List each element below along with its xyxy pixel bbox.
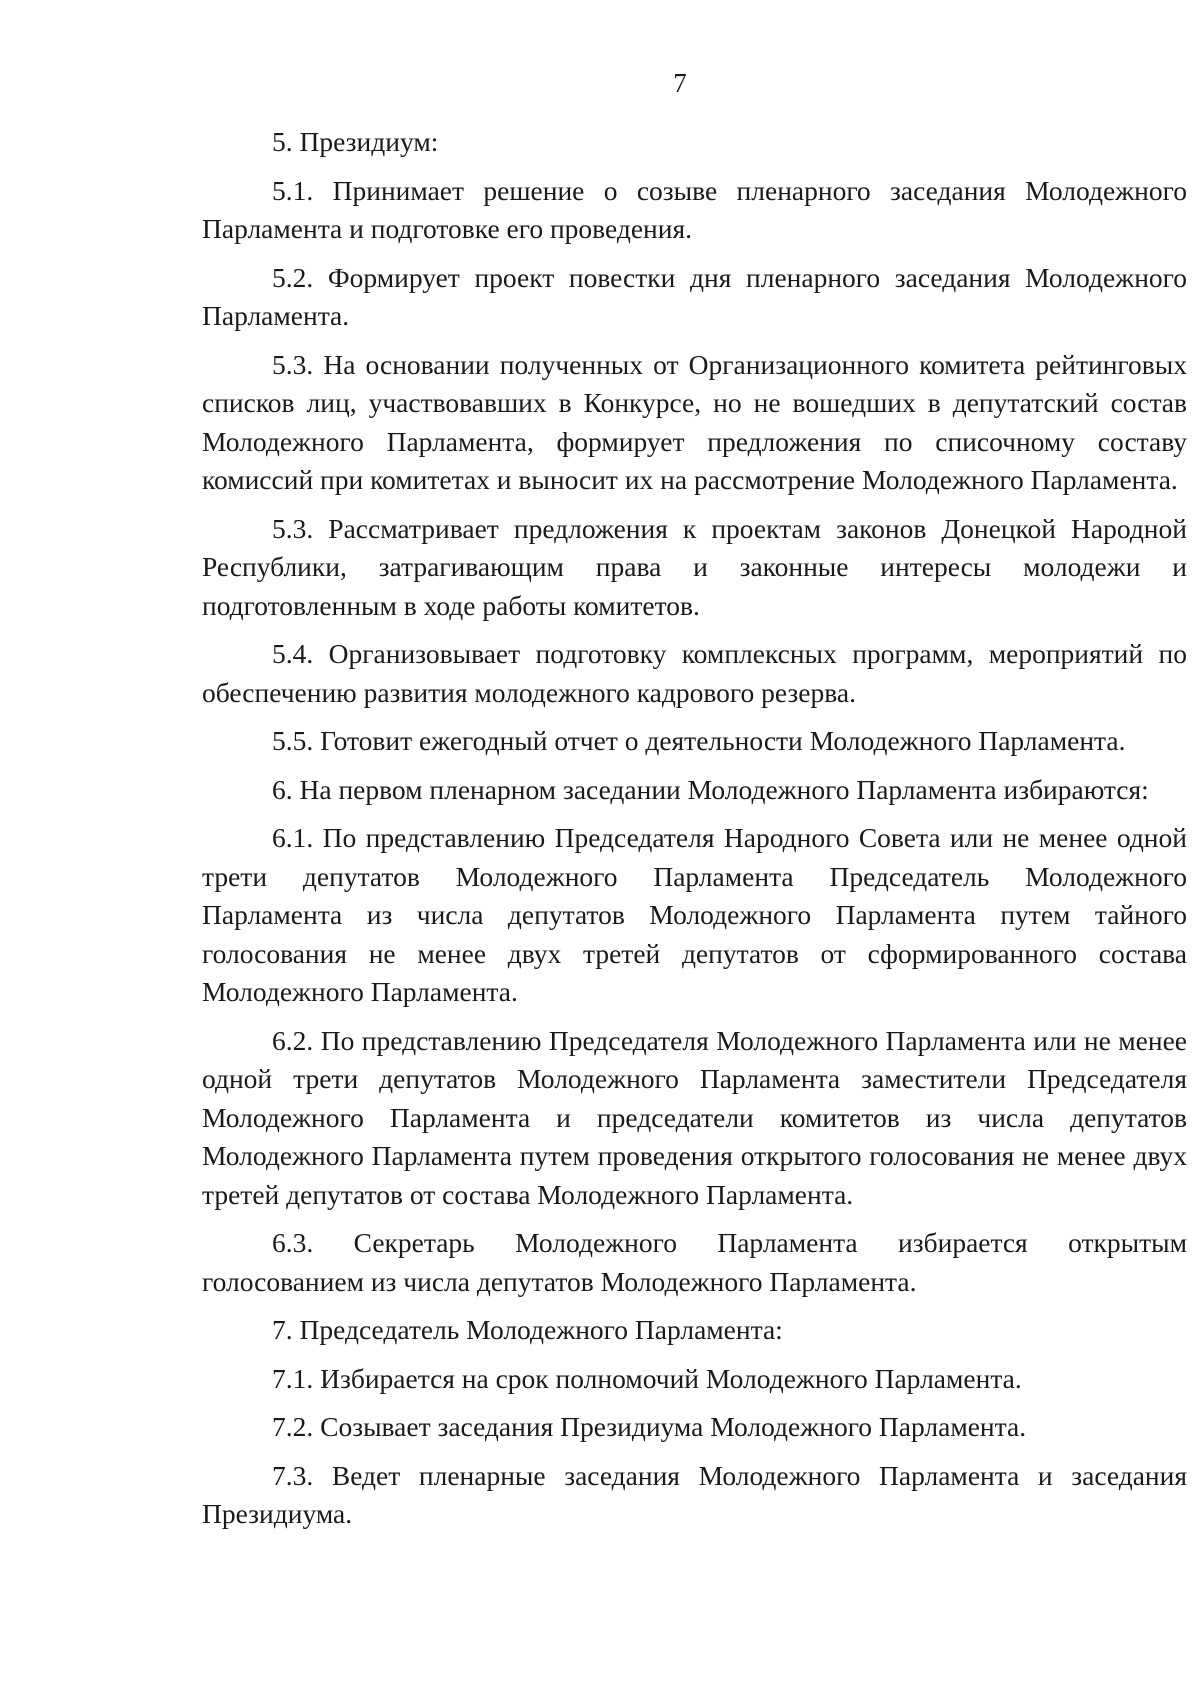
paragraph-7-3: 7.3. Ведет пленарные заседания Молодежного Парламента и заседания Президиума. [202,1459,1187,1529]
paragraph-6-1: 6.1. По представлению Председателя Народного Совета или не менее одной трети депутатов Молодежного Парламента Председатель Молодежного Парламента из числа депутатов Молодежного Парламента путем тайного голосования не менее двух третей депутатов от сформированного состава Молодежного Парламента. [202,822,1187,1007]
paragraph-5-5: 5.5. Готовит ежегодный отчет о деятельности Молодежного Парламента. [272,725,1126,756]
paragraph-7-1: 7.1. Избирается на срок полномочий Молодежного Парламента. [272,1362,1022,1394]
paragraph-5-4: 5.4. Организовывает подготовку комплексных программ, мероприятий по обеспечению развития молодежного кадрового резерва. [202,638,1187,708]
paragraph-5-1: 5.1. Принимает решение о созыве пленарного заседания Молодежного Парламента и подготовке его проведения. [202,174,1187,244]
paragraph-7: 7. Председатель Молодежного Парламента: [272,1314,783,1345]
paragraph-5-2: 5.2. Формирует проект повестки дня пленарного заседания Молодежного Парламента. [202,261,1187,331]
page-number: 7 [673,68,687,98]
paragraph-6-2: 6.2. По представлению Председателя Молодежного Парламента или не менее одной трети депутатов Молодежного Парламента заместители Председателя Молодежного Парламента и председатели комитетов из числа депутатов Молодежного Парламента путем проведения открытого голосования не менее двух третей депутатов от состава Молодежного Парламента. [202,1024,1187,1210]
paragraph-5: 5. Президиум: [272,126,439,157]
paragraph-5-3-first: 5.3. На основании полученных от Организационного комитета рейтинговых списков лиц, участвовавших в Конкурсе, но не вошедших в депутатский состав Молодежного Парламента, формирует предложения по списочному составу комиссий при комитетах и выносит их на рассмотрение Молодежного Парламента. [202,348,1187,495]
paragraph-6: 6. На первом пленарном заседании Молодежного Парламента избираются: [272,773,1149,805]
paragraph-7-2: 7.2. Созывает заседания Президиума Молодежного Парламента. [272,1411,1027,1442]
paragraph-6-3: 6.3. Секретарь Молодежного Парламента избирается открытым голосованием из числа депутатов Молодежного Парламента. [202,1227,1187,1297]
document-body [202,123,1187,1544]
paragraph-5-3-second: 5.3. Рассматривает предложения к проектам законов Донецкой Народной Республики, затрагивающим права и законные интересы молодежи и подготовленным в ходе работы комитетов. [202,512,1187,621]
